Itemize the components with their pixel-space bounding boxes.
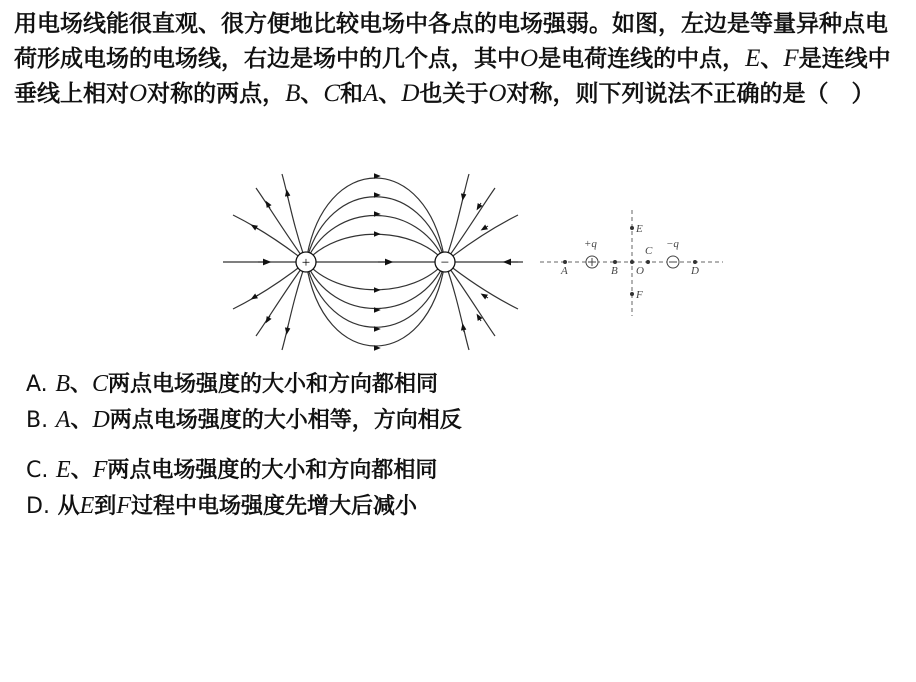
label-E: E <box>636 223 643 235</box>
var-O: O <box>129 80 148 107</box>
label-plus-q: +q <box>584 238 597 250</box>
question-stem: 用电场线能很直观、很方便地比较电场中各点的电场强弱。如图，左边是等量异种点电荷形成电场的电场线，右边是场中的几个点，其中O是电荷连线的中点，E、F是连线中垂线上相对O对称的两点，B、C和A、D也关于O对称，则下列说法不正确的是（ ） <box>14 10 891 107</box>
label-minus-q: −q <box>666 238 679 250</box>
var-D: D <box>401 80 420 107</box>
var-O: O <box>488 80 507 107</box>
label-C: C <box>645 245 653 257</box>
label-F: F <box>636 289 643 301</box>
label-B: B <box>611 265 618 277</box>
label-D: D <box>691 265 699 277</box>
var-O: O <box>520 45 539 72</box>
option-c[interactable]: C. E、F两点电场强度的大小和方向都相同 <box>26 457 438 483</box>
var-E: E <box>745 45 761 72</box>
positive-charge <box>296 252 316 272</box>
svg-text:+: + <box>301 255 311 271</box>
field-lines <box>223 174 523 350</box>
electric-field-figure <box>218 170 738 360</box>
option-d[interactable]: D. 从E到F过程中电场强度先增大后减小 <box>26 493 417 519</box>
label-O: O <box>636 265 644 277</box>
option-a[interactable]: A. B、C两点电场强度的大小和方向都相同 <box>26 371 439 397</box>
negative-charge <box>435 252 455 272</box>
var-A: A <box>363 80 379 107</box>
svg-text:−: − <box>440 255 450 271</box>
var-F: F <box>783 45 799 72</box>
answer-options <box>26 366 462 524</box>
var-B: B <box>285 80 301 107</box>
var-C: C <box>323 80 341 107</box>
point-diagram <box>540 210 723 316</box>
option-b[interactable]: B. A、D两点电场强度的大小相等，方向相反 <box>26 407 462 433</box>
label-A: A <box>561 265 568 277</box>
